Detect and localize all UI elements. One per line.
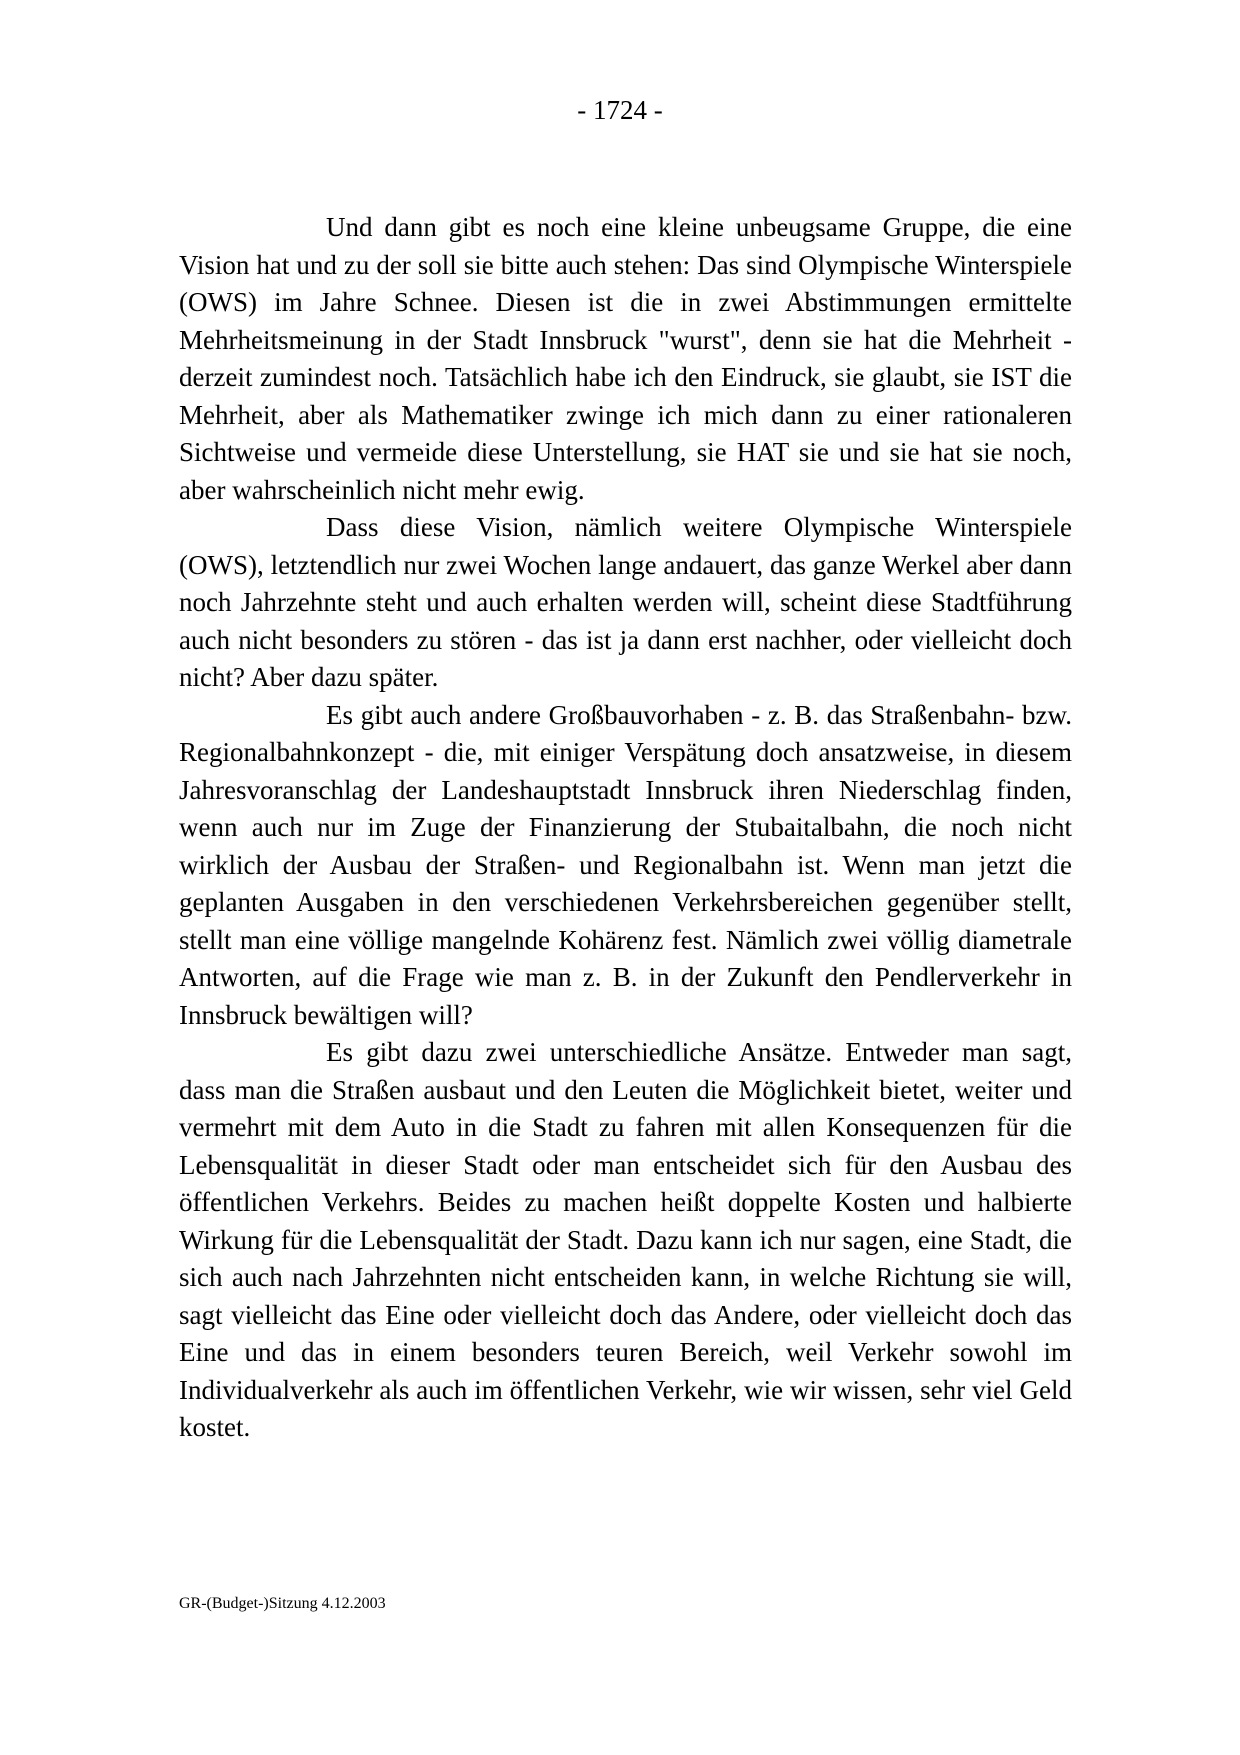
paragraph: Es gibt auch andere Großbauvorhaben - z. B. das Straßenbahn- bzw. Regionalbahnkonzept - die, mit einiger Verspätung doch ansatzweise, in diesem Jahresvoranschlag der Landeshauptstadt Innsbruck ihren Niederschlag finden, wenn auch nur im Zuge der Finanzierung der Stubaitalbahn, die noch nicht wirklich der Ausbau der Straßen- und Regionalbahn ist. Wenn man jetzt die geplanten Ausgaben in den verschiedenen Verkehrsbereichen gegenüber stellt, stellt man eine völlige mangelnde Kohärenz fest. Nämlich zwei völlig diametrale Antworten, auf die Frage wie man z. B. in der Zukunft den Pendlerverkehr in Innsbruck bewältigen will? [179,699,1072,1030]
page-footer: GR-(Budget-)Sitzung 4.12.2003 [179,1595,386,1612]
paragraph: Dass diese Vision, nämlich weitere Olympische Winterspiele (OWS), letztendlich nur zwei Wochen lange andauert, das ganze Werkel aber dann noch Jahrzehnte steht und auch erhalten werden will, scheint diese Stadtführung auch nicht besonders zu stören - das ist ja dann erst nachher, oder vielleicht doch nicht? Aber dazu später. [179,512,1072,692]
document-body [179,209,1072,1447]
page-number: - 1724 - [577,95,663,125]
paragraph: Es gibt dazu zwei unterschiedliche Ansätze. Entweder man sagt, dass man die Straßen ausbaut und den Leuten die Möglichkeit bietet, weiter und vermehrt mit dem Auto in die Stadt zu fahren mit allen Konsequenzen für die Lebensqualität in dieser Stadt oder man entscheidet sich für den Ausbau des öffentlichen Verkehrs. Beides zu machen heißt doppelte Kosten und halbierte Wirkung für die Lebensqualität der Stadt. Dazu kann ich nur sagen, eine Stadt, die sich auch nach Jahrzehnten nicht entscheiden kann, in welche Richtung sie will, sagt vielleicht das Eine oder vielleicht doch das Andere, oder vielleicht doch das Eine und das in einem besonders teuren Bereich, weil Verkehr sowohl im Individualverkehr als auch im öffentlichen Verkehr, wie wir wissen, sehr viel Geld kostet. [179,1037,1072,1442]
paragraph: Und dann gibt es noch eine kleine unbeugsame Gruppe, die eine Vision hat und zu der soll sie bitte auch stehen: Das sind Olympische Winterspiele (OWS) im Jahre Schnee. Diesen ist die in zwei Abstimmungen ermittelte Mehrheitsmeinung in der Stadt Innsbruck "wurst", denn sie hat die Mehrheit - derzeit zumindest noch. Tatsächlich habe ich den Eindruck, sie glaubt, sie IST die Mehrheit, aber als Mathematiker zwinge ich mich dann zu einer rationaleren Sichtweise und vermeide diese Unterstellung, sie HAT sie und sie hat sie noch, aber wahrscheinlich nicht mehr ewig. [179,212,1072,505]
